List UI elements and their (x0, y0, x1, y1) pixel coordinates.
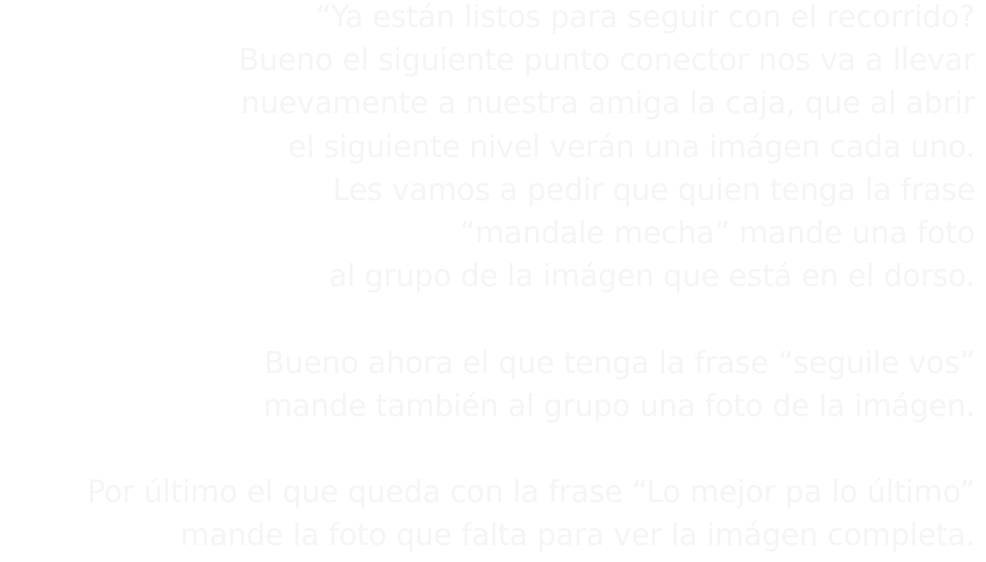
paragraph-lo-mejor (0, 471, 975, 557)
paragraph-seguile-vos (0, 342, 975, 428)
text-line: Bueno el siguiente punto conector nos va a llevar (238, 43, 975, 79)
text-line: mande también al grupo una foto de la imágen. (263, 388, 975, 424)
text-line: el siguiente nivel verán una imágen cada uno. (288, 129, 975, 165)
text-line: “mandale mecha” mande una foto (459, 215, 975, 251)
text-line: Por último el que queda con la frase “Lo mejor pa lo último” (87, 475, 975, 511)
text-line: Bueno ahora el que tenga la frase “seguile vos” (264, 345, 975, 381)
text-line: nuevamente a nuestra amiga la caja, que al abrir (240, 86, 975, 122)
paragraph-spacer (0, 298, 975, 341)
text-line: Les vamos a pedir que quien tenga la frase (332, 172, 975, 208)
text-line: al grupo de la imágen que está en el dorso. (328, 259, 975, 295)
text-line: mande la foto que falta para ver la imágen completa. (180, 518, 975, 554)
paragraph-spacer (0, 428, 975, 471)
text-line: “Ya están listos para seguir con el recorrido? (315, 0, 975, 35)
